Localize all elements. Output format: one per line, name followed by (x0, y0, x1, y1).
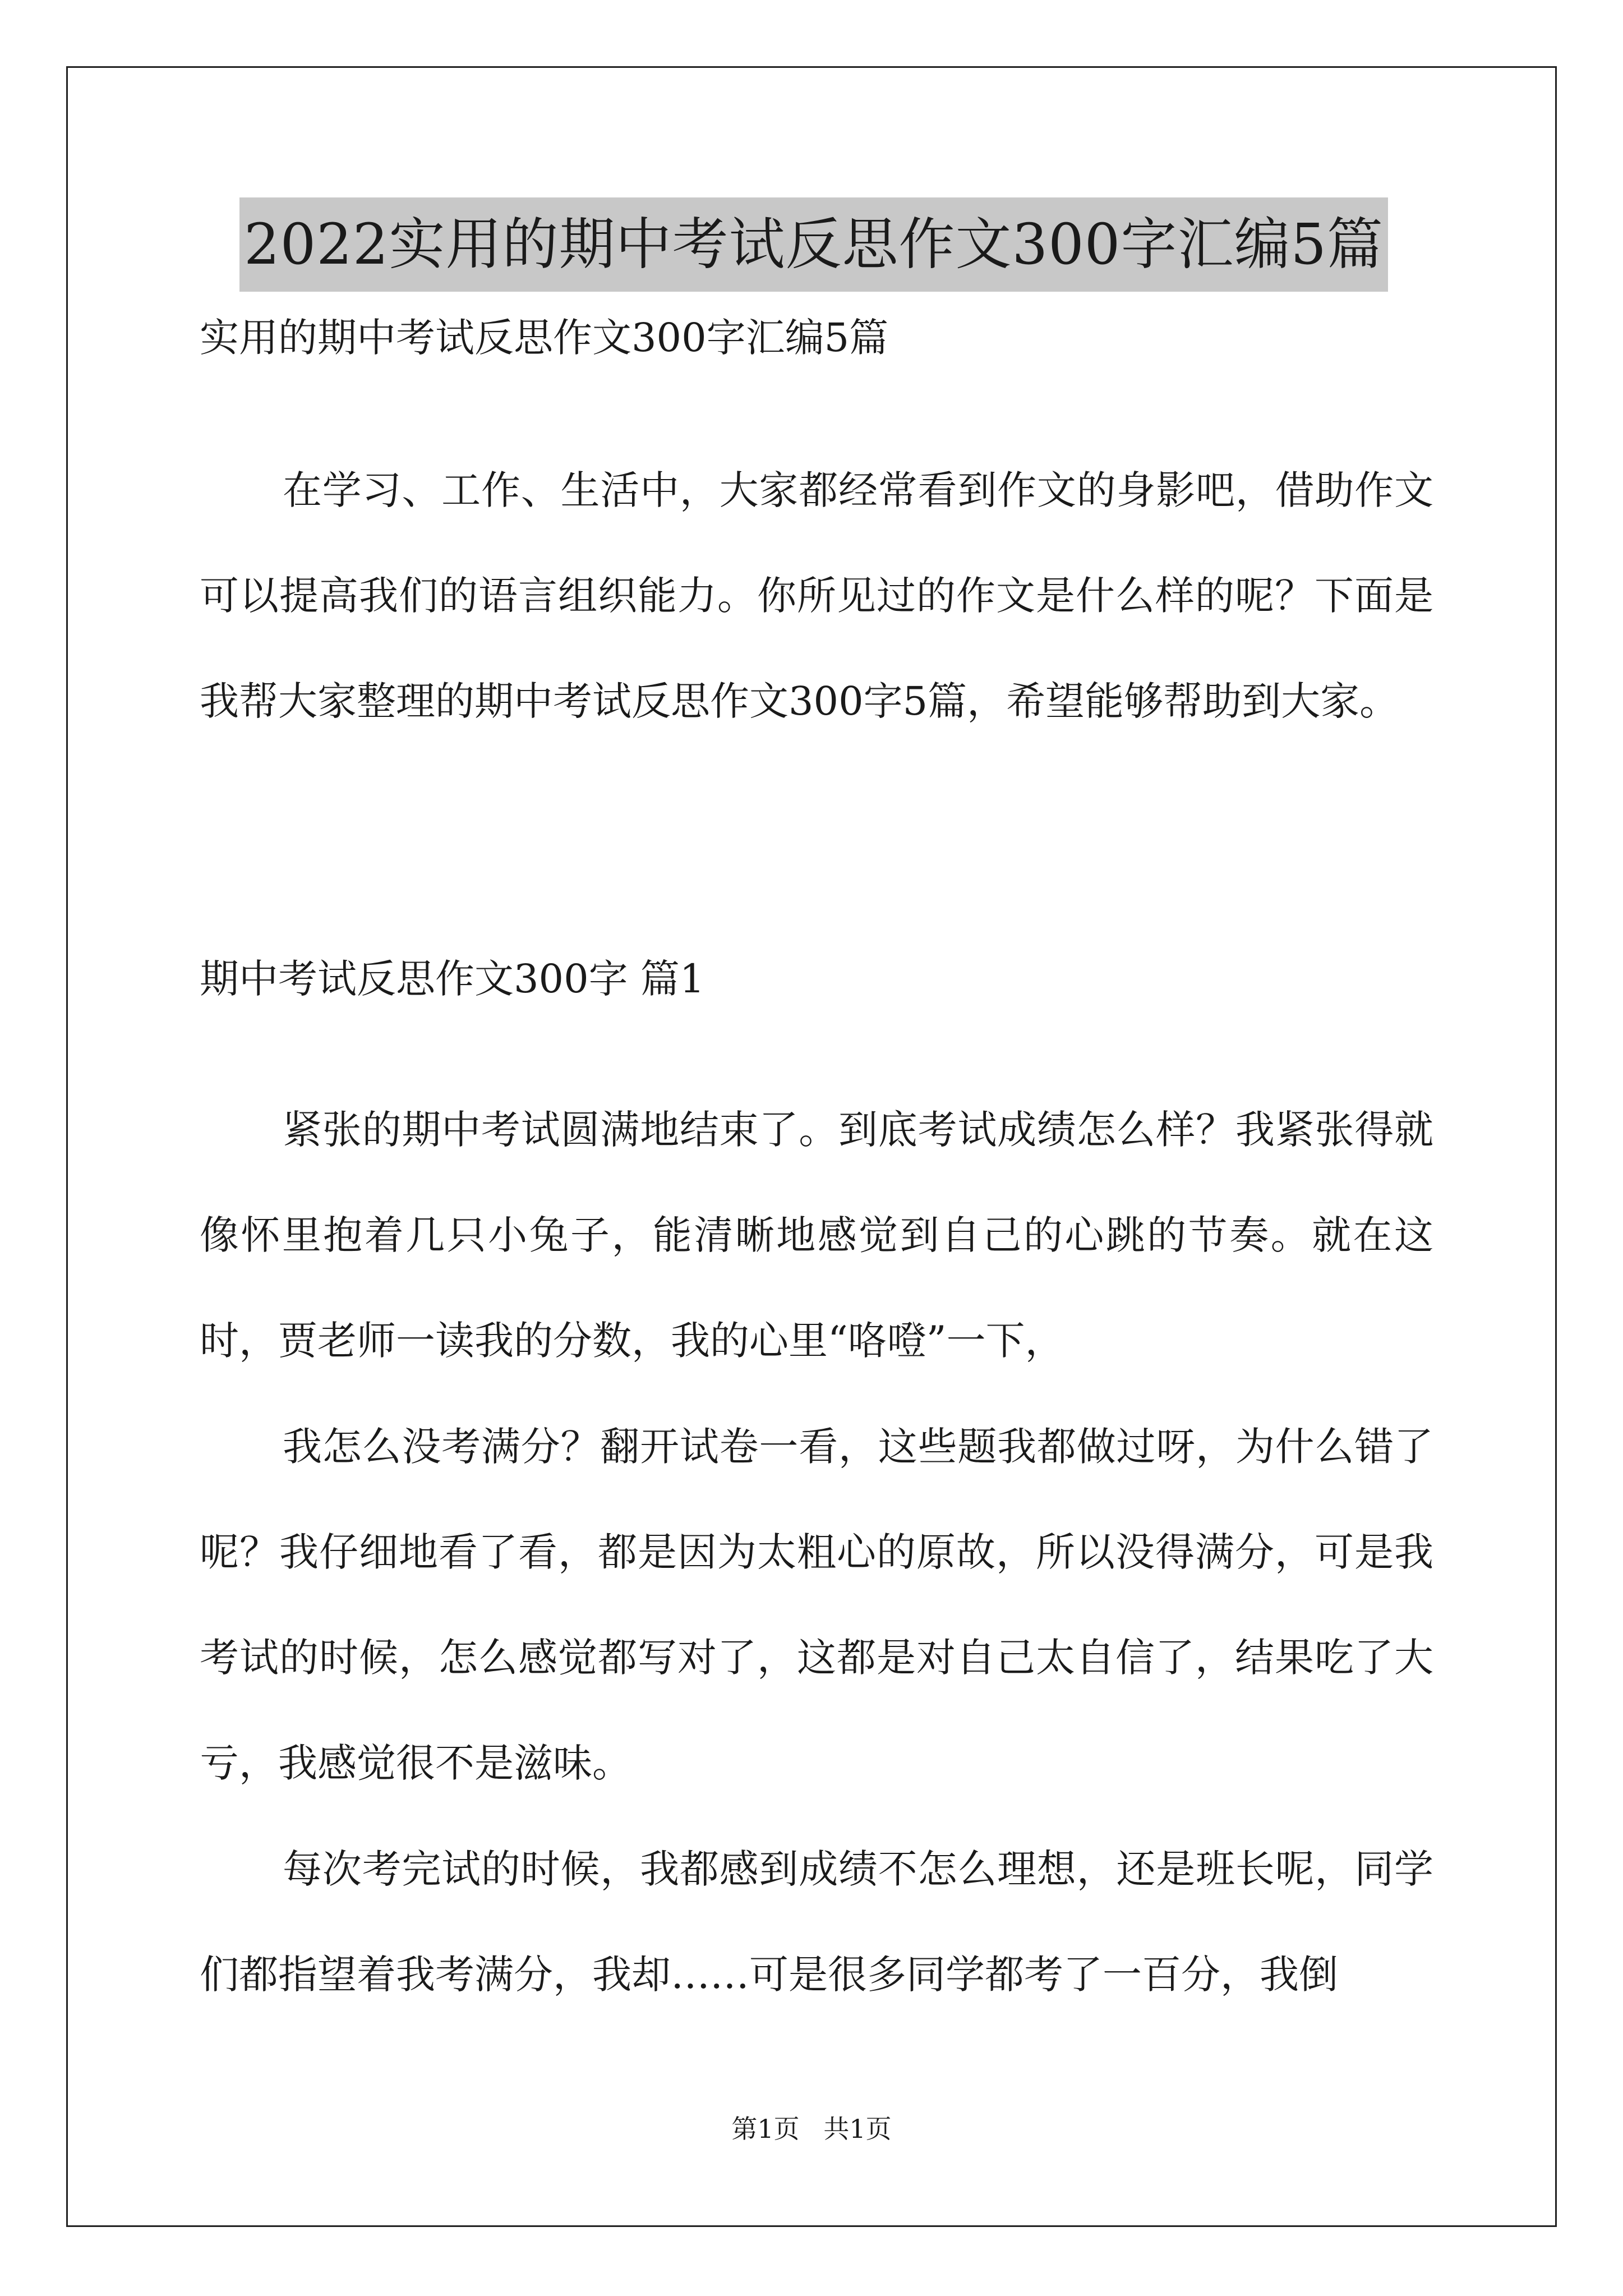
document-title (200, 197, 1428, 292)
page-total: 共1页 (823, 2114, 892, 2144)
section-heading: 期中考试反思作文300字 篇1 (200, 956, 705, 1002)
body-paragraph-1: 紧张的期中考试圆满地结束了。到底考试成绩怎么样？我紧张得就像怀里抱着几只小兔子，能清晰地感觉到自己的心跳的节奏。就在这时，贾老师一读我的分数，我的心里“咯噔”一下， (200, 1107, 1433, 1364)
body-paragraph-3: 每次考完试的时候，我都感到成绩不怎么理想，还是班长呢，同学们都指望着我考满分，我却……可是很多同学都考了一百分，我倒 (200, 1846, 1433, 1998)
page-number: 第1页 (731, 2114, 800, 2144)
document-subtitle: 实用的期中考试反思作文300字汇编5篇 (200, 315, 889, 361)
intro-paragraph: 在学习、工作、生活中，大家都经常看到作文的身影吧，借助作文可以提高我们的语言组织能力。你所见过的作文是什么样的呢？下面是我帮大家整理的期中考试反思作文300字5篇，希望能够帮助到大家。 (200, 467, 1433, 724)
document-title-text: 2022实用的期中考试反思作文300字汇编5篇 (239, 197, 1388, 292)
body-paragraph-2: 我怎么没考满分？翻开试卷一看，这些题我都做过呀，为什么错了呢？我仔细地看了看，都是因为太粗心的原故，所以没得满分，可是我考试的时候，怎么感觉都写对了，这都是对自己太自信了，结果吃了大亏，我感觉很不是滋味。 (200, 1424, 1433, 1786)
page-footer (0, 2112, 1623, 2146)
